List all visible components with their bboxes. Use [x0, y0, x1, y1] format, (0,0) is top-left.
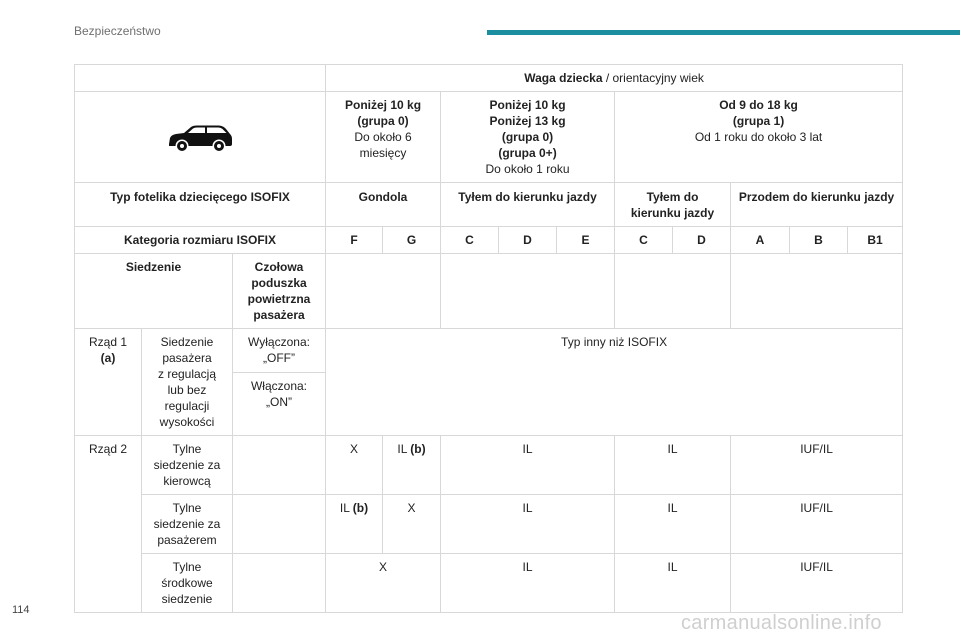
row-2-passenger-seat-line-3: pasażerem [157, 533, 217, 547]
row-2-passenger-rear: IL [441, 495, 615, 554]
row-2-middle-forward: IUF/IL [731, 554, 903, 613]
group-0plus-weight-1: Poniżej 10 kg [489, 98, 566, 112]
group-0-label: (grupa 0) [357, 114, 409, 128]
row-2-driver-f: X [326, 436, 383, 495]
group-0plus-cell [441, 92, 615, 183]
watermark: carmanualsonline.info [681, 612, 882, 634]
row-1-label-cell [75, 329, 142, 436]
page-number: 114 [12, 604, 30, 616]
row-2-passenger-seat-cell [142, 495, 233, 554]
row-2-driver-g-note: (b) [410, 442, 426, 456]
group-0-weight: Poniżej 10 kg [345, 98, 422, 112]
isofix-type-label: Typ fotelika dziecięcego ISOFIX [75, 183, 326, 227]
size-category-cell: G [383, 227, 441, 254]
row-1-seat-line-3: z regulacją [157, 367, 217, 381]
group-1-cell [615, 92, 903, 183]
airbag-on-line-1: Włączona: [250, 378, 308, 393]
size-category-label: Kategoria rozmiaru ISOFIX [75, 227, 326, 254]
row-2-middle-seat-line-2: środkowe [161, 576, 213, 590]
size-category-cell: D [499, 227, 557, 254]
empty-cell [233, 554, 326, 613]
group-0-age-2: miesięcy [359, 146, 407, 160]
row-2-label: Rząd 2 [75, 436, 142, 613]
car-icon-cell [75, 92, 326, 183]
header-accent-bar [487, 30, 960, 35]
size-category-cell: F [326, 227, 383, 254]
size-category-cell: C [441, 227, 499, 254]
airbag-off-cell [233, 329, 326, 373]
row-2-middle-seat-line-3: siedzenie [161, 592, 213, 606]
airbag-header [233, 254, 326, 329]
empty-cell [233, 495, 326, 554]
airbag-header-line-3: powietrzna [247, 292, 311, 306]
row-2-driver-seat-cell [142, 436, 233, 495]
row-2-passenger-forward: IUF/IL [731, 495, 903, 554]
row-2-driver-rear: IL [441, 436, 615, 495]
isofix-type-forward: Przodem do kierunku jazdy [731, 183, 903, 227]
group-0-cell [326, 92, 441, 183]
row-2-middle-seat-line-1: Tylne [172, 560, 202, 574]
empty-corner-cell [75, 65, 326, 92]
group-0plus-label-2: (grupa 0+) [498, 146, 557, 160]
airbag-off-line-2: „OFF” [263, 351, 295, 365]
airbag-header-line-4: pasażera [253, 308, 305, 322]
row-1-seat-line-5: regulacji [164, 399, 210, 413]
weight-groups-row [75, 92, 903, 183]
group-1-age: Od 1 roku do około 3 lat [694, 130, 823, 144]
empty-cell [233, 436, 326, 495]
row-2-passenger-f [326, 495, 383, 554]
airbag-header-line-1: Czołowa [254, 260, 304, 274]
row-1-label: Rząd 1 [88, 335, 128, 349]
row-1-note: (a) [100, 351, 116, 365]
row-1-airbag-off [75, 329, 903, 373]
row-2-passenger-f-text: IL [339, 501, 353, 515]
row-2-passenger-rear-2: IL [615, 495, 731, 554]
isofix-type-rear-facing: Tyłem do kierunku jazdy [441, 183, 615, 227]
isofix-type-rear-facing-2-line-2: kierunku jazdy [630, 206, 715, 220]
group-1-label: (grupa 1) [732, 114, 785, 128]
row-2-passenger-seat-line-1: Tylne [172, 501, 202, 515]
weight-title-rest: / orientacyjny wiek [602, 71, 704, 85]
row-1-value: Typ inny niż ISOFIX [326, 329, 903, 436]
row-2-driver-g-text: IL [397, 442, 411, 456]
row-1-seat-line-2: pasażera [162, 351, 212, 365]
row-2-driver-rear-2: IL [615, 436, 731, 495]
airbag-on-line-2: „ON” [266, 394, 292, 409]
weight-title-row [75, 65, 903, 92]
row-1-seat-cell [142, 329, 233, 436]
group-1-weight: Od 9 do 18 kg [719, 98, 798, 112]
row-2-passenger-side [75, 495, 903, 554]
row-2-middle-seat-cell [142, 554, 233, 613]
group-0plus-label-1: (grupa 0) [501, 130, 554, 144]
row-2-middle [75, 554, 903, 613]
airbag-off-line-1: Wyłączona: [248, 335, 310, 349]
row-1-seat-line-1: Siedzenie [160, 335, 214, 349]
airbag-header-line-2: poduszka [251, 276, 307, 290]
group-0plus-weight-2: Poniżej 13 kg [489, 114, 566, 128]
group-0-age-1: Do około 6 [354, 130, 412, 144]
isofix-type-row [75, 183, 903, 227]
size-category-cell: D [673, 227, 731, 254]
car-icon [166, 122, 234, 154]
section-title: Bezpieczeństwo [74, 24, 161, 38]
row-1-seat-line-6: wysokości [159, 415, 215, 429]
row-2-driver-forward: IUF/IL [731, 436, 903, 495]
row-2-driver-side [75, 436, 903, 495]
empty-cell [615, 254, 731, 329]
weight-title-cell [326, 65, 903, 92]
isofix-type-rear-facing-2 [615, 183, 731, 227]
isofix-type-rear-facing-2-line-1: Tyłem do [646, 190, 699, 204]
empty-cell [326, 254, 441, 329]
empty-cell [731, 254, 903, 329]
seat-header-row [75, 254, 903, 329]
row-1-seat-line-4: lub bez [167, 383, 207, 397]
row-2-driver-seat-line-3: kierowcą [163, 474, 211, 488]
row-2-driver-seat-line-2: siedzenie za [153, 458, 221, 472]
row-2-passenger-f-note: (b) [352, 501, 369, 515]
row-2-middle-fg: X [326, 554, 441, 613]
isofix-seat-table [74, 64, 903, 613]
size-category-cell: B [790, 227, 848, 254]
seat-header: Siedzenie [75, 254, 233, 329]
group-0plus-age: Do około 1 roku [485, 162, 570, 176]
size-category-cell: E [557, 227, 615, 254]
row-2-passenger-g: X [383, 495, 441, 554]
size-category-cell: A [731, 227, 790, 254]
row-2-middle-rear: IL [441, 554, 615, 613]
isofix-type-gondola: Gondola [326, 183, 441, 227]
size-category-cell: C [615, 227, 673, 254]
empty-cell [441, 254, 615, 329]
size-category-row [75, 227, 903, 254]
size-category-cell: B1 [848, 227, 903, 254]
row-2-driver-g [383, 436, 441, 495]
airbag-on-cell [233, 372, 326, 435]
row-2-driver-seat-line-1: Tylne [172, 442, 202, 456]
weight-title-bold: Waga dziecka [524, 71, 603, 85]
row-2-middle-rear-2: IL [615, 554, 731, 613]
row-2-passenger-seat-line-2: siedzenie za [153, 517, 221, 531]
